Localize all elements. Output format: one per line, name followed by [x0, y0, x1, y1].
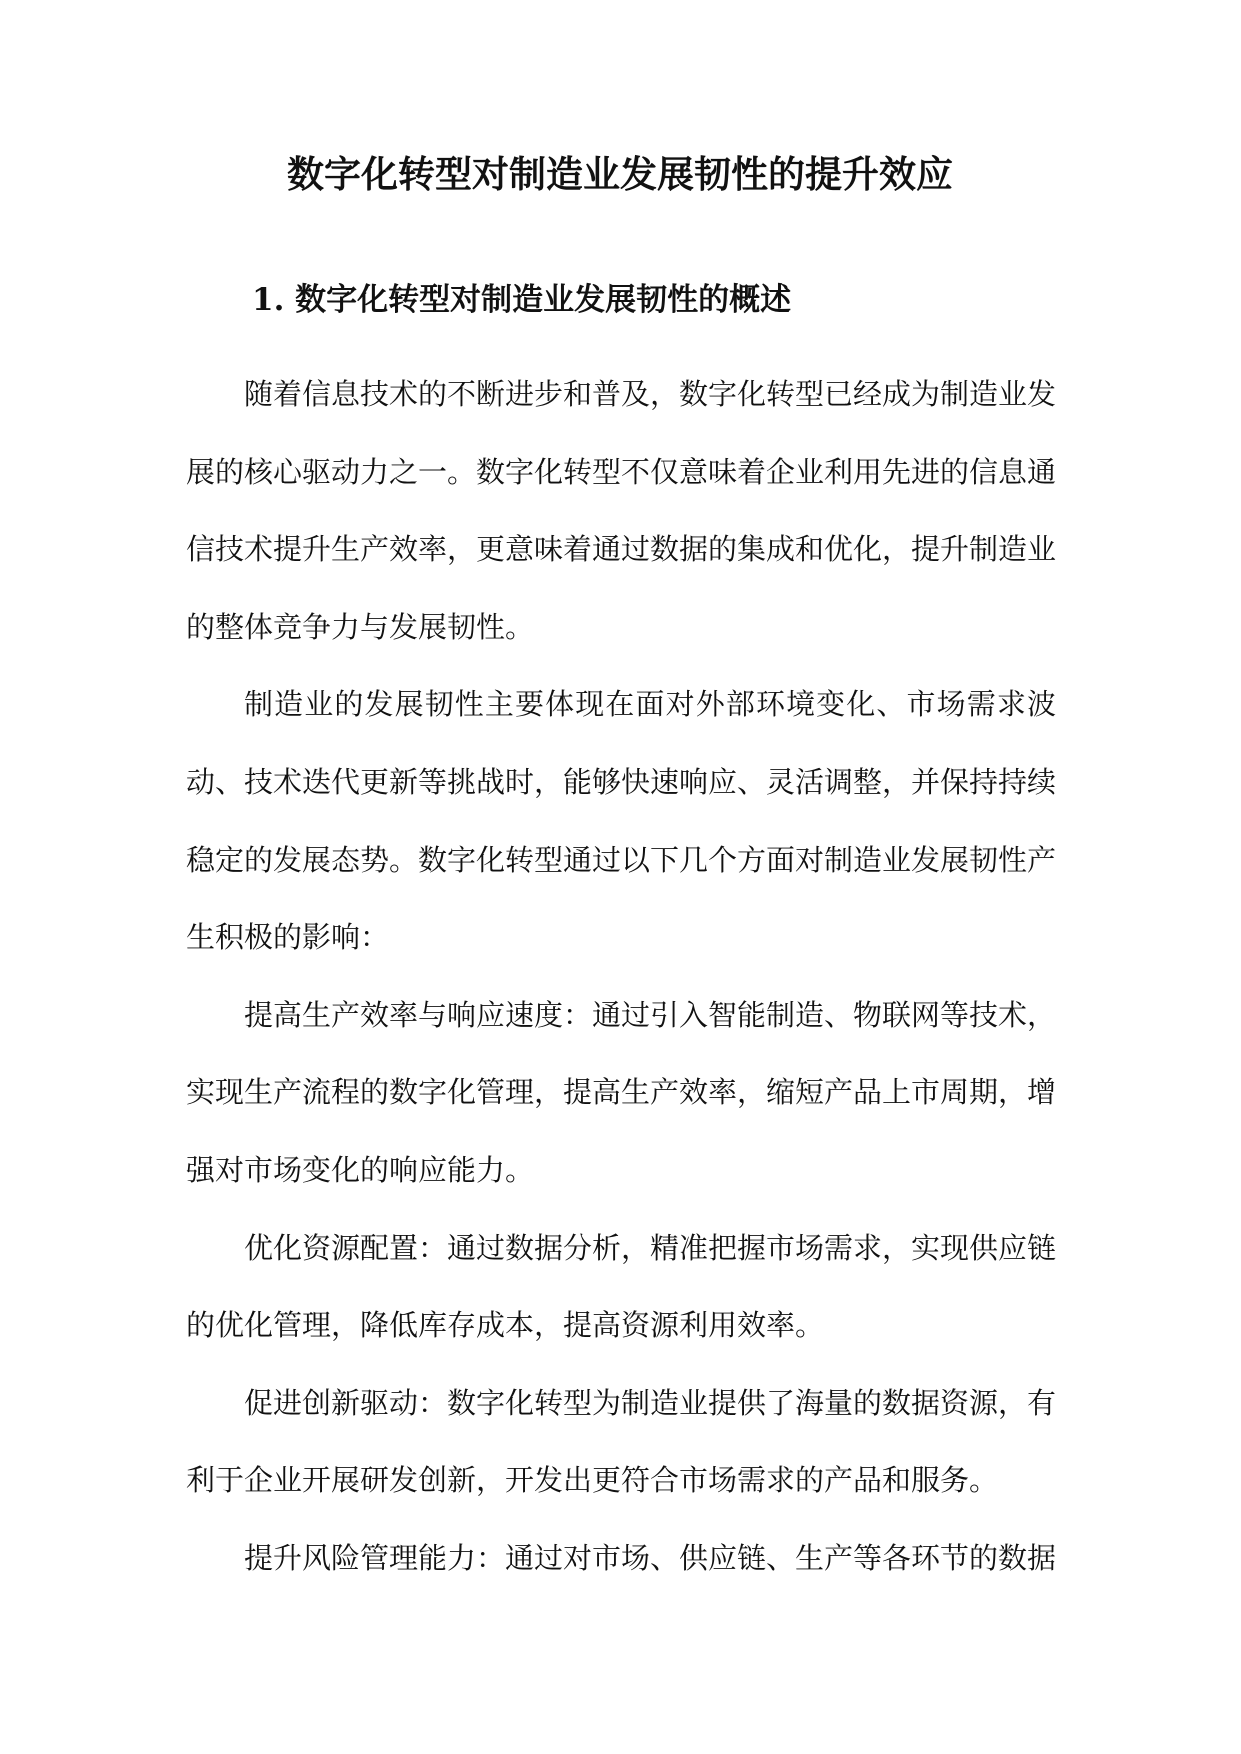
paragraph: 促进创新驱动：数字化转型为制造业提供了海量的数据资源，有利于企业开展研发创新，开发出更符合市场需求的产品和服务。: [186, 1385, 1057, 1498]
paragraph: 提升风险管理能力：通过对市场、供应链、生产等各环节的数据: [244, 1540, 1057, 1575]
paragraph: 随着信息技术的不断进步和普及，数字化转型已经成为制造业发展的核心驱动力之一。数字化转型不仅意味着企业利用先进的信息通信技术提升生产效率，更意味着通过数据的集成和优化，提升制造业的整体竞争力与发展韧性。: [186, 377, 1057, 644]
document-title: 数字化转型对制造业发展韧性的提升效应: [287, 152, 953, 196]
body-text: [186, 356, 1056, 1598]
paragraph: 制造业的发展韧性主要体现在面对外部环境变化、市场需求波动、技术迭代更新等挑战时，能够快速响应、灵活调整，并保持持续稳定的发展态势。数字化转型通过以下几个方面对制造业发展韧性产生积极的影响：: [186, 687, 1057, 955]
section-heading: 1. 数字化转型对制造业发展韧性的概述: [252, 282, 792, 318]
paragraph: 优化资源配置：通过数据分析，精准把握市场需求，实现供应链的优化管理，降低库存成本，提高资源利用效率。: [186, 1230, 1057, 1343]
paragraph: 提高生产效率与响应速度：通过引入智能制造、物联网等技术，实现生产流程的数字化管理，提高生产效率，缩短产品上市周期，增强对市场变化的响应能力。: [186, 997, 1057, 1187]
